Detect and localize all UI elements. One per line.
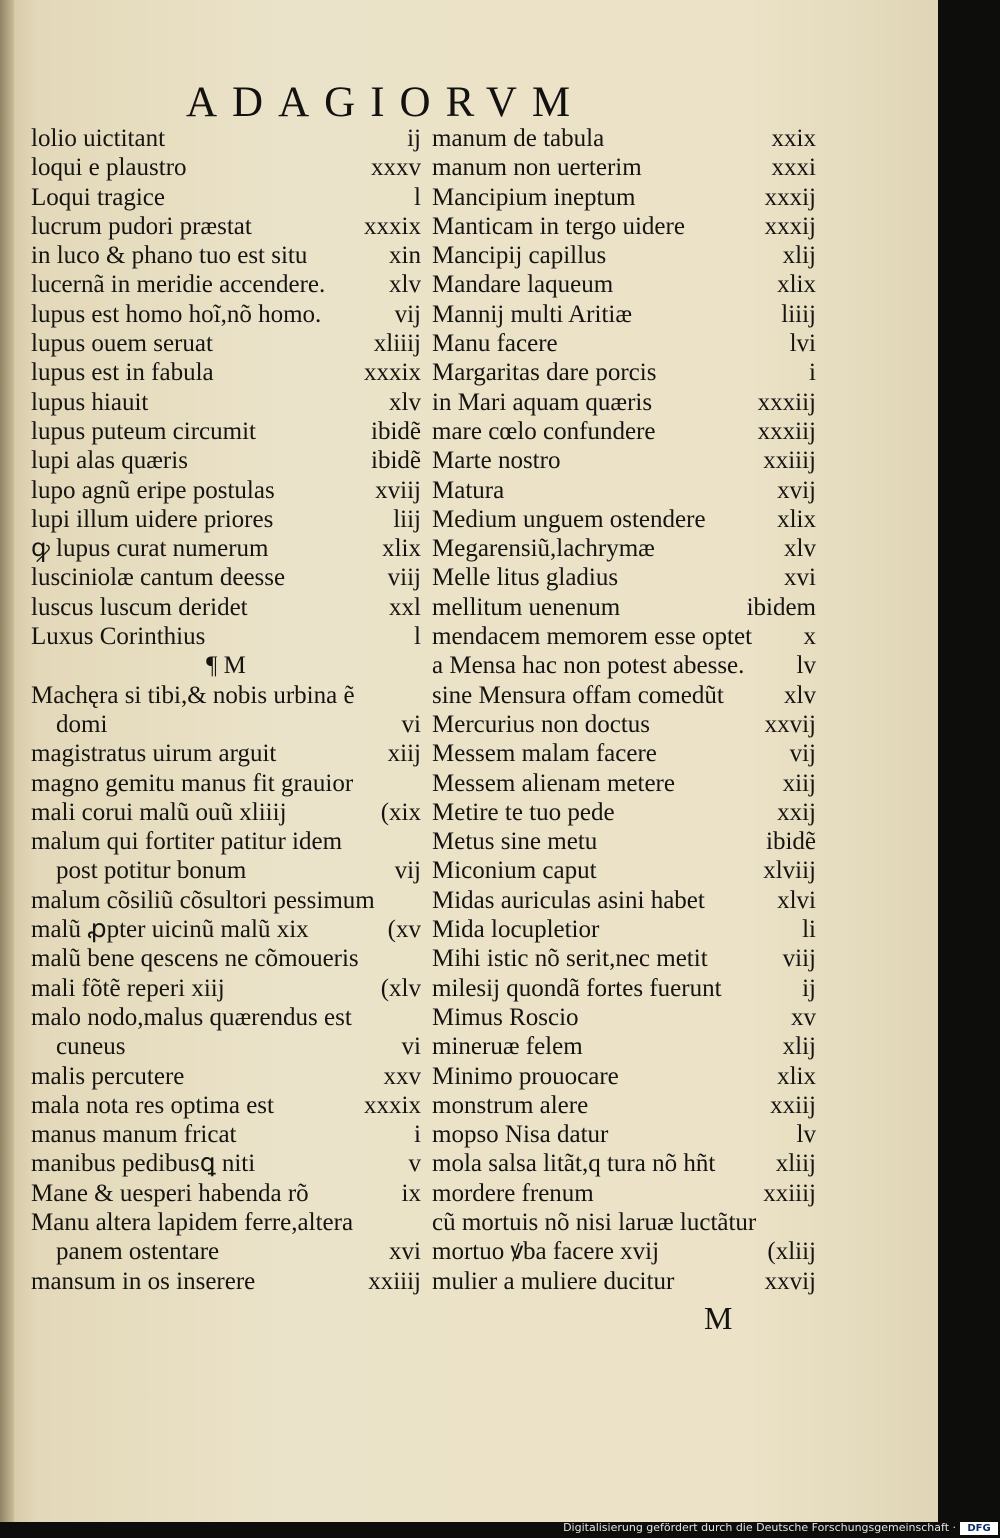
entry-folio: xxxix (364, 1091, 421, 1119)
index-entry (432, 1091, 816, 1120)
index-entry (432, 593, 816, 622)
entry-text: lupus hiauit (31, 388, 149, 416)
index-entry (432, 651, 816, 680)
entry-folio: li (802, 916, 816, 944)
entry-folio: xlv (389, 271, 421, 299)
index-entry (31, 183, 421, 212)
entry-text: Mancipium ineptum (432, 183, 636, 211)
entry-folio: v (408, 1150, 421, 1178)
index-entry (31, 476, 421, 505)
catchword: M (704, 1300, 733, 1336)
entry-folio: xlij (782, 1033, 816, 1061)
index-entry (432, 270, 816, 299)
entry-text: cuneus (56, 1033, 126, 1061)
entry-folio: vi (401, 1033, 421, 1061)
index-entry (31, 944, 421, 973)
entry-folio: xxiiij (763, 447, 816, 475)
entry-text: Metire te tuo pede (432, 798, 615, 826)
entry-folio: xiij (387, 740, 421, 768)
entry-text: lusciniolæ cantum deesse (31, 564, 286, 592)
index-entry (31, 1003, 421, 1032)
entry-text: Luxus Corinthius (31, 623, 206, 651)
index-entry (31, 1062, 421, 1091)
entry-text: Mannij multi Aritiæ (432, 300, 633, 328)
entry-text: monstrum alere (432, 1091, 589, 1119)
index-entry (432, 915, 816, 944)
index-entry (31, 534, 421, 563)
entry-text: in luco & phano tuo est situ (31, 242, 308, 270)
entry-text: mortuo ꝟba facere xvij (432, 1238, 660, 1266)
index-entry (432, 534, 816, 563)
entry-folio: x (803, 623, 816, 651)
right-index-column (432, 124, 816, 1296)
index-entry (432, 739, 816, 768)
entry-text: malum cõsiliũ cõsultori pessimum (31, 886, 375, 914)
index-entry (31, 739, 421, 768)
entry-text: mala nota res optima est (31, 1091, 274, 1119)
entry-folio: xlix (777, 505, 816, 533)
entry-folio: (xlv (380, 974, 421, 1002)
index-entry (432, 124, 816, 153)
index-entry (31, 300, 421, 329)
index-entry (31, 270, 421, 299)
index-entry (31, 798, 421, 827)
index-entry (31, 1237, 421, 1266)
entry-folio: xvi (389, 1238, 421, 1266)
entry-text: lupus est homo hoĩ,nõ homo. (31, 300, 322, 328)
index-entry (31, 388, 421, 417)
entry-text: Mimus Roscio (432, 1003, 579, 1031)
index-entry (31, 1032, 421, 1061)
entry-folio: ix (401, 1179, 421, 1207)
entry-folio: xxiij (770, 1091, 816, 1119)
entry-text: magno gemitu manus fit grauior (31, 769, 354, 797)
entry-text: ¶ M (206, 652, 246, 680)
entry-text: sine Mensura offam comedũt (432, 681, 724, 709)
index-entry (432, 1208, 816, 1237)
entry-folio: (xv (387, 916, 421, 944)
entry-folio: xiij (782, 769, 816, 797)
entry-folio: i (414, 1121, 421, 1149)
entry-text: lupi illum uidere priores (31, 505, 274, 533)
index-entry (432, 241, 816, 270)
page-header: ADAGIORVM (186, 79, 586, 126)
entry-folio: lv (796, 1121, 816, 1149)
index-entry (432, 1062, 816, 1091)
index-entry (432, 417, 816, 446)
index-entry (432, 1267, 816, 1296)
index-entry (432, 446, 816, 475)
entry-text: Megarensiũ,lachrymæ (432, 535, 655, 563)
index-entry (31, 769, 421, 798)
index-entry (432, 153, 816, 182)
entry-text: Mihi istic nõ serit,nec metit (432, 945, 708, 973)
entry-text: panem ostentare (56, 1238, 220, 1266)
entry-folio: xxl (389, 593, 421, 621)
entry-text: Mercurius non doctus (432, 710, 651, 738)
index-entry (31, 505, 421, 534)
entry-text: cũ mortuis nõ nisi laruæ luctãtur (432, 1208, 757, 1236)
entry-text: Manticam in tergo uidere (432, 212, 685, 240)
entry-folio: ibidẽ (371, 447, 421, 475)
entry-folio: ij (802, 974, 816, 1002)
entry-text: lucrum pudori præstat (31, 212, 252, 240)
entry-text: Margaritas dare porcis (432, 359, 657, 387)
entry-text: mali fõtẽ reperi xiij (31, 974, 225, 1002)
entry-folio: xxiiij (763, 1179, 816, 1207)
entry-text: loqui e plaustro (31, 154, 187, 182)
index-entry (432, 505, 816, 534)
entry-text: mare cœlo confundere (432, 417, 656, 445)
entry-folio: vij (394, 300, 421, 328)
entry-folio: ibidẽ (766, 828, 816, 856)
entry-folio: xxxiij (757, 417, 816, 445)
entry-text: post potitur bonum (56, 857, 247, 885)
entry-text: manum non uerterim (432, 154, 642, 182)
index-entry (432, 1120, 816, 1149)
index-entry (31, 1208, 421, 1237)
index-entry (31, 563, 421, 592)
entry-text: malis percutere (31, 1062, 185, 1090)
entry-folio: (xliij (767, 1238, 816, 1266)
index-entry (432, 974, 816, 1003)
index-entry (432, 563, 816, 592)
entry-text: Mancipij capillus (432, 242, 607, 270)
entry-folio: xxxv (371, 154, 421, 182)
entry-text: Metus sine metu (432, 828, 598, 856)
entry-text: Messem malam facere (432, 740, 657, 768)
left-index-column (31, 124, 421, 1296)
entry-folio: xxxix (364, 359, 421, 387)
entry-text: Manu facere (432, 330, 558, 358)
entry-text: mordere frenum (432, 1179, 594, 1207)
entry-text: Messem alienam metere (432, 769, 675, 797)
index-entry (31, 153, 421, 182)
entry-text: mellitum uenenum (432, 593, 621, 621)
index-entry (31, 446, 421, 475)
entry-folio: ibidẽ (371, 417, 421, 445)
entry-folio: lvi (789, 330, 816, 358)
entry-folio: xvi (784, 564, 816, 592)
index-entry (31, 856, 421, 885)
entry-folio: liiij (781, 300, 816, 328)
entry-text: Mida locupletior (432, 916, 600, 944)
index-entry (432, 886, 816, 915)
index-entry (31, 1120, 421, 1149)
entry-text: Manu altera lapidem ferre,altera (31, 1208, 354, 1236)
entry-text: Medium unguem ostendere (432, 505, 706, 533)
entry-folio: xlvi (777, 886, 816, 914)
index-entry (432, 1149, 816, 1178)
index-entry (31, 124, 421, 153)
entry-folio: xin (389, 242, 421, 270)
index-entry (31, 241, 421, 270)
entry-folio: ij (407, 125, 421, 152)
entry-folio: xlv (784, 681, 816, 709)
index-entry (31, 593, 421, 622)
index-entry (432, 710, 816, 739)
index-entry (31, 886, 421, 915)
entry-folio: xxvij (764, 710, 816, 738)
index-entry (432, 388, 816, 417)
entry-folio: vij (394, 857, 421, 885)
index-entry (31, 1091, 421, 1120)
entry-folio: xlv (784, 535, 816, 563)
entry-folio: xlix (382, 535, 421, 563)
index-entry (432, 681, 816, 710)
entry-folio: xviij (375, 476, 421, 504)
entry-text: Minimo prouocare (432, 1062, 619, 1090)
entry-folio: (xix (380, 798, 421, 826)
entry-folio: xlv (389, 388, 421, 416)
entry-text: mali corui malũ ouũ xliiij (31, 798, 287, 826)
index-entry (31, 827, 421, 856)
entry-text: mulier a muliere ducitur (432, 1267, 675, 1295)
index-entry (432, 1003, 816, 1032)
entry-text: lolio uictitant (31, 125, 166, 152)
entry-text: mola salsa litãt,q tura nõ hñt (432, 1150, 716, 1178)
entry-text: mopso Nisa datur (432, 1121, 609, 1149)
index-entry (31, 974, 421, 1003)
index-entry (432, 769, 816, 798)
entry-folio: viij (782, 945, 816, 973)
index-entry (432, 856, 816, 885)
entry-text: malo nodo,malus quærendus est (31, 1003, 352, 1031)
entry-text: luscus luscum deridet (31, 593, 248, 621)
entry-text: lucernã in meridie accendere. (31, 271, 326, 299)
entry-text: mansum in os inserere (31, 1267, 256, 1295)
entry-folio: l (414, 183, 421, 211)
entry-text: Midas auriculas asini habet (432, 886, 705, 914)
entry-text: manus manum fricat (31, 1121, 237, 1149)
entry-text: manibus pedibusꝗ niti (31, 1150, 256, 1178)
entry-folio: xlij (782, 242, 816, 270)
entry-text: ꝙ lupus curat numerum (31, 535, 269, 563)
entry-folio: xv (791, 1003, 816, 1031)
entry-folio: xxix (771, 125, 816, 152)
entry-text: magistratus uirum arguit (31, 740, 277, 768)
index-entry (31, 212, 421, 241)
index-entry (432, 300, 816, 329)
entry-text: mineruæ felem (432, 1033, 583, 1061)
index-entry (432, 329, 816, 358)
index-entry (432, 798, 816, 827)
entry-text: malũ bene qescens ne cõmoueris (31, 945, 359, 973)
index-entry (432, 1179, 816, 1208)
entry-folio: xlix (777, 1062, 816, 1090)
index-entry (31, 417, 421, 446)
entry-folio: xlix (777, 271, 816, 299)
index-entry (31, 681, 421, 710)
index-entry (31, 329, 421, 358)
index-entry (432, 1032, 816, 1061)
entry-folio: vij (789, 740, 816, 768)
index-entry (432, 1237, 816, 1266)
digitization-credit: Digitalisierung gefördert durch die Deutsche Forschungsgemeinschaft · (563, 1521, 956, 1534)
entry-text: manum de tabula (432, 125, 605, 152)
entry-folio: xvij (777, 476, 816, 504)
entry-folio: xliij (775, 1150, 816, 1178)
entry-text: lupi alas quæris (31, 447, 188, 475)
entry-text: lupus ouem seruat (31, 330, 213, 358)
dfg-logo: DFG (960, 1522, 998, 1535)
index-entry (432, 827, 816, 856)
entry-folio: xxij (777, 798, 816, 826)
entry-folio: vi (401, 710, 421, 738)
index-entry (31, 622, 421, 651)
entry-text: Mane & uesperi habenda rõ (31, 1179, 309, 1207)
entry-text: malũ ꝓpter uicinũ malũ xix (31, 916, 309, 944)
entry-text: mendacem memorem esse optet (432, 623, 753, 651)
entry-folio: i (809, 359, 816, 387)
entry-folio: xliiij (373, 330, 421, 358)
entry-text: milesij quondã fortes fuerunt (432, 974, 722, 1002)
entry-text: malum qui fortiter patitur idem (31, 828, 343, 856)
entry-folio: xxvij (764, 1267, 816, 1295)
index-entry (432, 358, 816, 387)
entry-text: a Mensa hac non potest abesse. (432, 652, 745, 680)
entry-text: Marte nostro (432, 447, 561, 475)
entry-text: domi (56, 710, 108, 738)
index-entry (432, 622, 816, 651)
index-entry (31, 358, 421, 387)
entry-folio: xxv (383, 1062, 421, 1090)
index-entry (432, 476, 816, 505)
entry-folio: ibidem (746, 593, 816, 621)
index-entry (432, 212, 816, 241)
entry-folio: viij (387, 564, 421, 592)
entry-text: Loqui tragice (31, 183, 165, 211)
entry-folio: xxxix (364, 212, 421, 240)
entry-text: Melle litus gladius (432, 564, 619, 592)
entry-folio: xxxij (764, 183, 816, 211)
entry-text: in Mari aquam quæris (432, 388, 653, 416)
entry-text: lupus est in fabula (31, 359, 214, 387)
entry-folio: l (414, 623, 421, 651)
index-entry (31, 1267, 421, 1296)
entry-folio: liij (393, 505, 421, 533)
entry-text: Matura (432, 476, 505, 504)
entry-text: lupus puteum circumit (31, 417, 256, 445)
entry-folio: xlviij (763, 857, 816, 885)
entry-folio: lv (796, 652, 816, 680)
index-entry (432, 944, 816, 973)
entry-folio: xxxiij (757, 388, 816, 416)
entry-text: Miconium caput (432, 857, 597, 885)
entry-folio: xxxi (771, 154, 816, 182)
index-entry (31, 915, 421, 944)
entry-text: lupo agnũ eripe postulas (31, 476, 275, 504)
index-entry (31, 710, 421, 739)
section-heading (31, 651, 421, 680)
entry-text: Machęra si tibi,& nobis urbina ẽ (31, 681, 355, 709)
index-entry (432, 183, 816, 212)
entry-folio: xxiiij (368, 1267, 421, 1295)
index-entry (31, 1149, 421, 1178)
index-entry (31, 1179, 421, 1208)
entry-folio: xxxij (764, 212, 816, 240)
entry-text: Mandare laqueum (432, 271, 614, 299)
